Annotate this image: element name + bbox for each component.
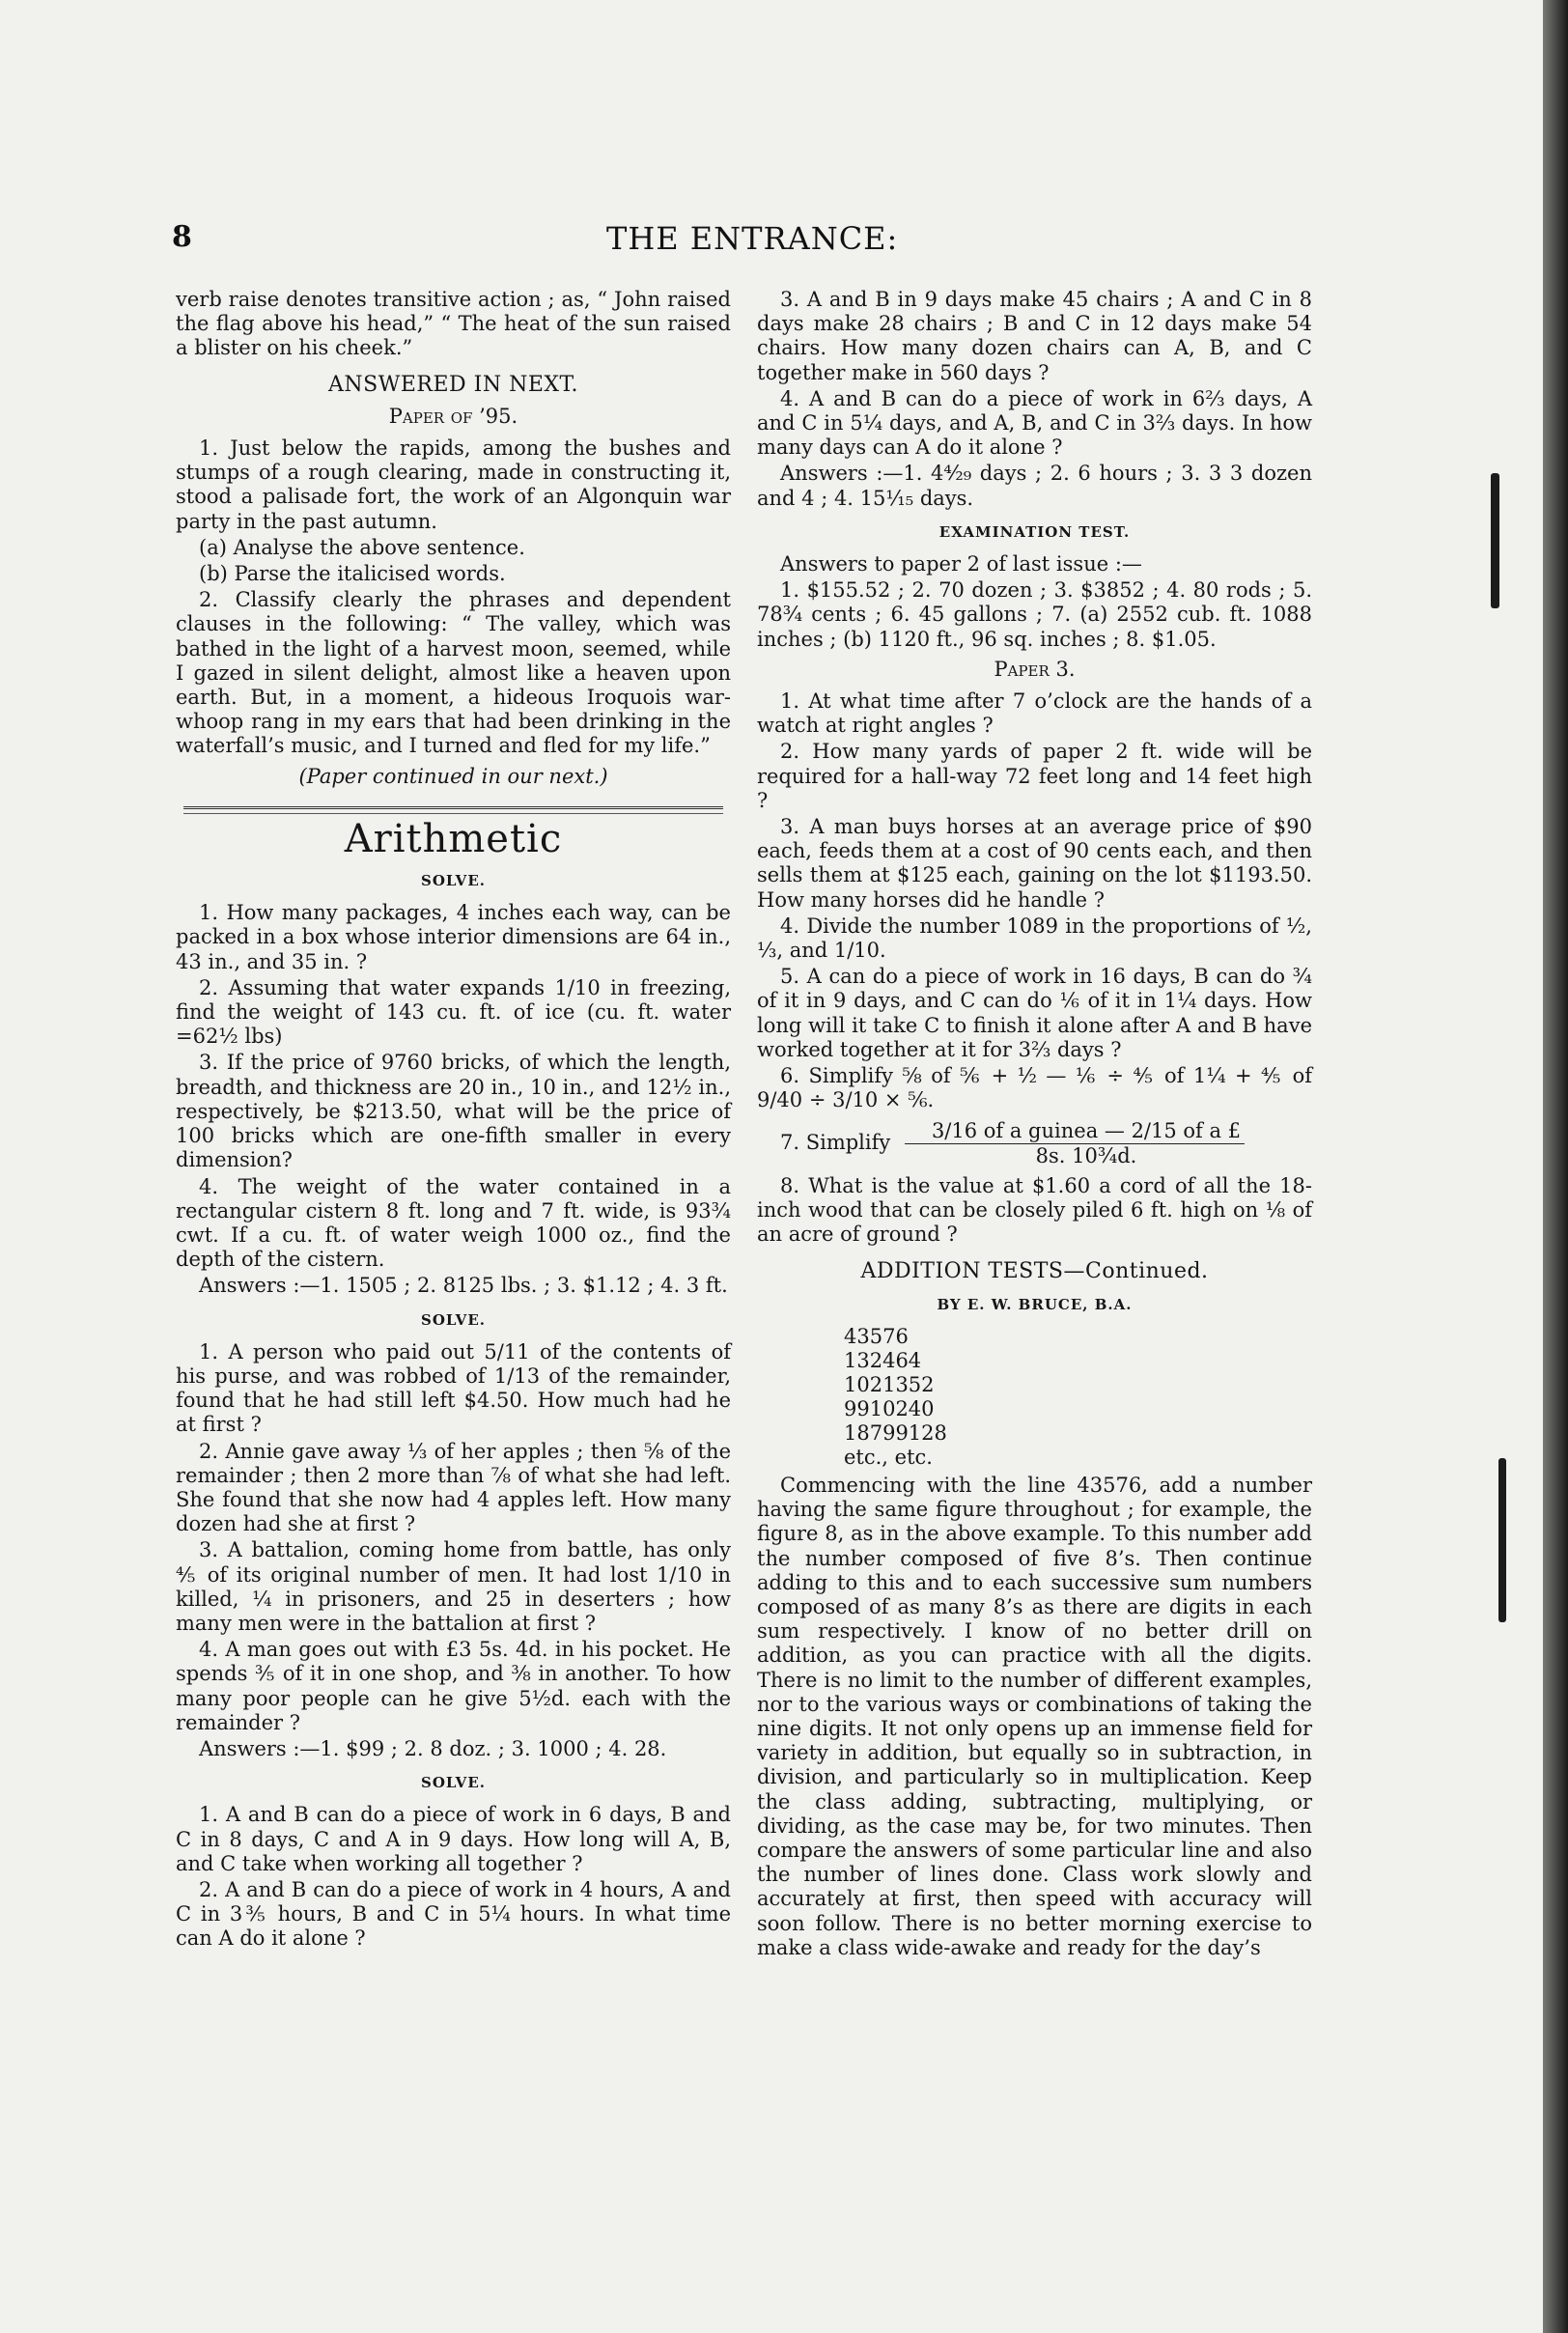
examination-intro: Answers to paper 2 of last issue :—	[780, 552, 1142, 576]
solve-heading: SOLVE.	[421, 872, 486, 890]
page-edge-shadow	[1543, 0, 1568, 2333]
solve1-answers: Answers :—1. 1505 ; 2. 8125 lbs. ; 3. $1.12 ; 4. 3 ft.	[199, 1274, 728, 1298]
examination-answers: 1. $155.52 ; 2. 70 dozen ; 3. $3852 ; 4. 80 rods ; 5. 78¾ cents ; 6. 45 gallons ; 7. (a) 2552 cub. ft. 1088 inches ; (b) 1120 ft., 96 sq. inches ; 8. $1.05.	[757, 578, 1312, 651]
solve3-answers: Answers :—1. 4⁴⁄₂₉ days ; 2. 6 hours ; 3. 3 3 dozen and 4 ; 4. 15⅟₁₅ days.	[757, 462, 1312, 510]
solve-heading: SOLVE.	[421, 1774, 486, 1792]
page-header	[172, 220, 1311, 259]
paper3-question-7	[757, 1119, 1312, 1168]
solve1-question-3: 3. If the price of 9760 bricks, of which the length, breadth, and thickness are 20 in., 10 in., and 12½ in., respectively, be $213.50, what will be the price of 100 bricks which are one-fifth smaller in every dimension?	[176, 1051, 731, 1172]
q7-fraction	[905, 1119, 1245, 1168]
margin-ink-mark	[1491, 473, 1499, 608]
p95-question-2: 2. Classify clearly the phrases and dependent clauses in the following: “ The valley, which was bathed in the light of a harvest moon, seemed, while I gazed in silent delight, almost like a heaven upon earth. But, in a moment, a hideous Iroquois war-whoop rang in my ears that had been drinking in the waterfall’s music, and I turned and fled for my life.”	[176, 588, 731, 758]
solve-heading: SOLVE.	[421, 1310, 486, 1329]
right-column	[757, 288, 1312, 1962]
left-column	[176, 288, 731, 1954]
paper3-heading: Paper 3.	[994, 657, 1076, 681]
paper3-question-5: 5. A can do a piece of work in 16 days, B can do ¾ of it in 9 days, and C can do ⅙ of it in 1¼ days. How long will it take C to finish it alone after A and B have worked together at it for 3⅔ days ?	[757, 965, 1312, 1061]
examination-heading: EXAMINATION TEST.	[938, 522, 1131, 541]
number-line: 18799128	[844, 1420, 947, 1445]
margin-ink-mark	[1498, 1458, 1506, 1622]
number-line: 132464	[844, 1348, 922, 1372]
q7-denominator: 8s. 10¾d.	[1035, 1143, 1137, 1167]
p95-question-1a: (a) Analyse the above sentence.	[199, 535, 525, 559]
byline: BY E. W. BRUCE, B.A.	[937, 1295, 1133, 1313]
paper3-question-4: 4. Divide the number 1089 in the proportions of ½, ⅓, and 1/10.	[757, 914, 1312, 963]
solve2-question-2: 2. Annie gave away ⅓ of her apples ; then ⅝ of the remainder ; then 2 more than ⅞ of what she had left. She found that she now had 4 apples left. How many dozen had she at first ?	[176, 1439, 731, 1536]
solve2-answers: Answers :—1. $99 ; 2. 8 doz. ; 3. 1000 ; 4. 28.	[199, 1736, 667, 1760]
paper95-heading: Paper of ’95.	[388, 404, 518, 428]
section-title: Arithmetic	[344, 816, 563, 861]
number-line: 9910240	[844, 1396, 935, 1420]
p95-question-1: 1. Just below the rapids, among the bushes and stumps of a rough clearing, made in constructing it, stood a palisade fort, the work of an Algonquin war party in the past autumn.	[176, 436, 731, 533]
solve2-question-3: 3. A battalion, coming home from battle, has only ⅘ of its original number of men. It had lost 1/10 in killed, ¼ in prisoners, and 25 in deserters ; how many men were in the battalion at first ?	[176, 1538, 731, 1635]
solve2-question-4: 4. A man goes out with £3 5s. 4d. in his pocket. He spends ⅗ of it in one shop, and ⅜ in another. To how many poor people can he give 5½d. each with the remainder ?	[176, 1638, 731, 1734]
paper3-question-3: 3. A man buys horses at an average price of $90 each, feeds them at a cost of 90 cents each, and then sells them at $125 each, gaining on the lot $1193.50. How many horses did he handle ?	[757, 815, 1312, 912]
addition-heading: ADDITION TESTS—Continued.	[860, 1258, 1209, 1283]
number-line: etc., etc.	[844, 1445, 933, 1469]
solve3-question-2: 2. A and B can do a piece of work in 4 hours, A and C in 3⅗ hours, B and C in 5¼ hours. In what time can A do it alone ?	[176, 1877, 731, 1951]
addition-paragraph: Commencing with the line 43576, add a number having the same figure throughout ; for example, the figure 8, as in the above example. To this number add the number composed of five 8’s. Then continue adding to this and to each successive sum numbers composed of as many 8’s as there are digits in each sum respectively. I know of no better drill on addition, as you can practice with all the digits. There is no limit to the number of different examples, nor to the various ways or combinations of taking the nine digits. It not only opens up an immense field for variety in addition, but equally so in subtraction, in division, and particularly so in multiplication. Keep the class adding, subtracting, multiplying, or dividing, as the case may be, for two minutes. Then compare the answers of some particular line and also the number of lines done. Class work slowly and accurately at first, then speed with accuracy will soon follow. There is no better morning exercise to make a class wide-awake and ready for the day’s	[757, 1473, 1312, 1959]
solve3-question-1: 1. A and B can do a piece of work in 6 days, B and C in 8 days, C and A in 9 days. How long will A, B, and C take when working all together ?	[176, 1803, 731, 1875]
number-list	[757, 1325, 1312, 1470]
answered-heading: ANSWERED IN NEXT.	[328, 372, 578, 397]
intro-paragraph: verb raise denotes transitive action ; as, “ John raised the flag above his head,” “ The heat of the sun raised a blister on his cheek.”	[176, 288, 731, 360]
paper3-question-8: 8. What is the value at $1.60 a cord of all the 18-inch wood that can be closely piled 6 ft. high on ⅛ of an acre of ground ?	[757, 1173, 1312, 1247]
paper3-question-6: 6. Simplify ⅝ of ⅚ + ½ — ⅙ ÷ ⅘ of 1¼ + ⅘ of 9/40 ÷ 3/10 × ⅚.	[757, 1064, 1312, 1112]
solve3-question-4: 4. A and B can do a piece of work in 6⅔ days, A and C in 5¼ days, and A, B, and C in 3⅔ days. In how many days can A do it alone ?	[757, 386, 1312, 460]
number-line: 1021352	[844, 1372, 935, 1396]
section-divider	[183, 806, 723, 814]
running-title: THE ENTRANCE:	[606, 220, 899, 257]
q7-numerator: 3/16 of a guinea — 2/15 of a £	[905, 1119, 1245, 1144]
paper3-question-1: 1. At what time after 7 o’clock are the hands of a watch at right angles ?	[757, 689, 1312, 738]
page-number: 8	[172, 220, 192, 254]
number-line: 43576	[844, 1324, 909, 1348]
solve1-question-2: 2. Assuming that water expands 1/10 in freezing, find the weight of 143 cu. ft. of ice (cu. ft. water =62½ lbs)	[176, 975, 731, 1049]
solve3-question-3: 3. A and B in 9 days make 45 chairs ; A and C in 8 days make 28 chairs ; B and C in 12 days make 54 chairs. How many dozen chairs can A, B, and C together make in 560 days ?	[757, 288, 1312, 384]
paper3-question-2: 2. How many yards of paper 2 ft. wide will be required for a hall-way 72 feet long and 14 feet high ?	[757, 740, 1312, 812]
q7-prefix: 7. Simplify	[780, 1130, 891, 1154]
solve1-question-1: 1. How many packages, 4 inches each way, can be packed in a box whose interior dimensions are 64 in., 43 in., and 35 in. ?	[176, 901, 731, 973]
continued-note: (Paper continued in our next.)	[298, 764, 608, 788]
solve1-question-4: 4. The weight of the water contained in a rectangular cistern 8 ft. long and 7 ft. wide, is 93¾ cwt. If a cu. ft. of water weigh 1000 oz., find the depth of the cistern.	[176, 1174, 731, 1272]
solve2-question-1: 1. A person who paid out 5/11 of the contents of his purse, and was robbed of 1/13 of the remainder, found that he had still left $4.50. How much had he at first ?	[176, 1339, 731, 1437]
p95-question-1b: (b) Parse the italicised words.	[199, 562, 506, 586]
